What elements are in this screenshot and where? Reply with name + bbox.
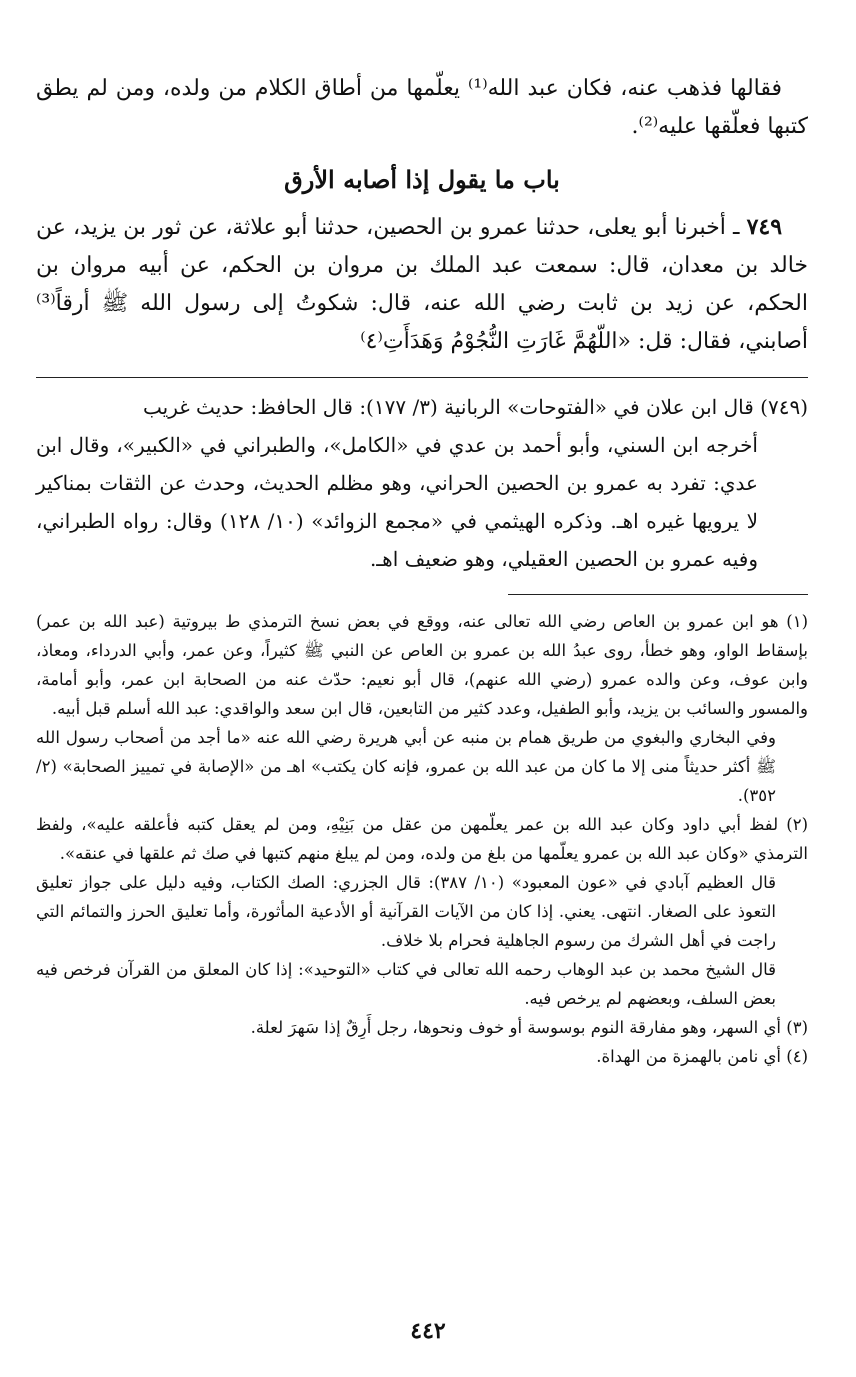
footnote-4: (٤) أي نامن بالهمزة من الهداة.: [596, 1047, 808, 1066]
hadith-paragraph: [36, 208, 808, 361]
footnote-2: (٢) لفظ أبي داود وكان عبد الله بن عمر يعلّمهن من عقل من بَنِيْهِ، ومن لم يعقل كتبه فأعلقه عليه»، ولفظ الترمذي «وكان عبد الله بن عمرو يعلّمها من بلغ من ولده، ومن لم يبلغ منهم كتبها في صك ثم علقها في عنقه».: [36, 815, 808, 863]
footnote-2-continued-2: قال الشيخ محمد بن عبد الوهاب رحمه الله تعالى في كتاب «التوحيد»: إذا كان المعلق من القرآن فرخص فيه بعض السلف، وبعضهم لم يرخص فيه.: [36, 960, 776, 1008]
chapter-title: باب ما يقول إذا أصابه الأرق: [284, 165, 560, 194]
footnote-1-continued: وفي البخاري والبغوي من طريق همام بن منبه عن أبي هريرة رضي الله عنه «ما أجد من أصحاب رسول الله ﷺ أكثر حديثاً منى إلا ما كان من عبد الله بن عمرو، فإنه كان يكتب» اهـ من «الإصابة في تمييز الصحابة» (٢/ ٣٥٢).: [36, 728, 776, 805]
footnote-1: (١) هو ابن عمرو بن العاص رضي الله تعالى عنه، ووقع في بعض نسخ الترمذي ط بيروتية (عبد الله بن عمر) بإسقاط الواو، وهو خطأ، روى عبدُ الله بن عمرو بن العاص عن النبي ﷺ كثيراً، وعن عمر، وأبي الدرداء، ومعاذ، وابن عوف، وعن والده عمرو (رضي الله عنهم)، قال أبو نعيم: حدّث عنه من الصحابة ابن عمر، وأبو أمامة، والمسور والسائب بن يزيد، وأبو الطفيل، وعدد كثير من التابعين، قال ابن سعد والواقدي: عبد الله أسلم قبل أبيه.: [36, 612, 808, 718]
commentary: [36, 388, 808, 578]
commentary-lead: (٧٤٩) قال ابن علان في «الفتوحات» الربانية (٣/ ١٧٧): قال الحافظ: حديث غريب: [143, 395, 808, 419]
commentary-body: أخرجه ابن السني، وأبو أحمد بن عدي في «الكامل»، والطبراني في «الكبير»، وقال ابن عدي: تفرد به عمرو بن الحصين الحراني، وهو مظلم الحديث، وحدث عن الثقات بمناكير لا يرويها غيره اهـ. وذكره الهيثمي في «مجمع الزوائد» (١٠/ ١٢٨) وقال: رواه الطبراني، وفيه عمرو بن الحصين العقيلي، وهو ضعيف اهـ.: [36, 433, 758, 571]
footnotes: [36, 607, 808, 1071]
page-content: [36, 70, 808, 1071]
footnote-2-continued: قال العظيم آبادي في «عون المعبود» (١٠/ ٣٨٧): قال الجزري: الصك الكتاب، وفيه دليل على جواز تعليق التعوذ على الصغار. انتهى. يعني. إذا كان من الآيات القرآنية أو الأدعية المأثورة، وأما تعليق الحرز والتمائم التي راجت في أهل الشرك من رسوم الجاهلية فحرام بلا خلاف.: [36, 873, 776, 950]
hadith-number: ٧٤٩: [746, 214, 783, 240]
hadith-text: ـ أخبرنا أبو يعلى، حدثنا عمرو بن الحصين، حدثنا أبو علاثة، عن ثور بن يزيد، عن خالد بن معدان، قال: سمعت عبد الملك بن مروان بن الحكم، عن أبيه مروان بن الحكم، عن زيد بن ثابت رضي الله عنه، قال: شكوتُ إلى رسول الله ﷺ أرقاً⁽³⁾ أصابني، فقال: قل: «اللّهُمَّ غَارَتِ النُّجُوْمُ وَهَدَأَتِ⁽٤⁾: [36, 215, 808, 354]
footnote-3: (٣) أي السهر، وهو مفارقة النوم بوسوسة أو خوف ونحوها، رجل أَرِقٌ إذا سَهرَ لعلة.: [250, 1018, 808, 1037]
page-number: ٤٤٢: [410, 1318, 446, 1344]
footnote-separator: [508, 594, 808, 595]
main-paragraph: فقالها فذهب عنه، فكان عبد الله⁽¹⁾ يعلّمها من أطاق الكلام من ولده، ومن لم يطق كتبها فعلّقها عليه⁽²⁾.: [36, 76, 808, 139]
separator-line: [36, 377, 808, 378]
